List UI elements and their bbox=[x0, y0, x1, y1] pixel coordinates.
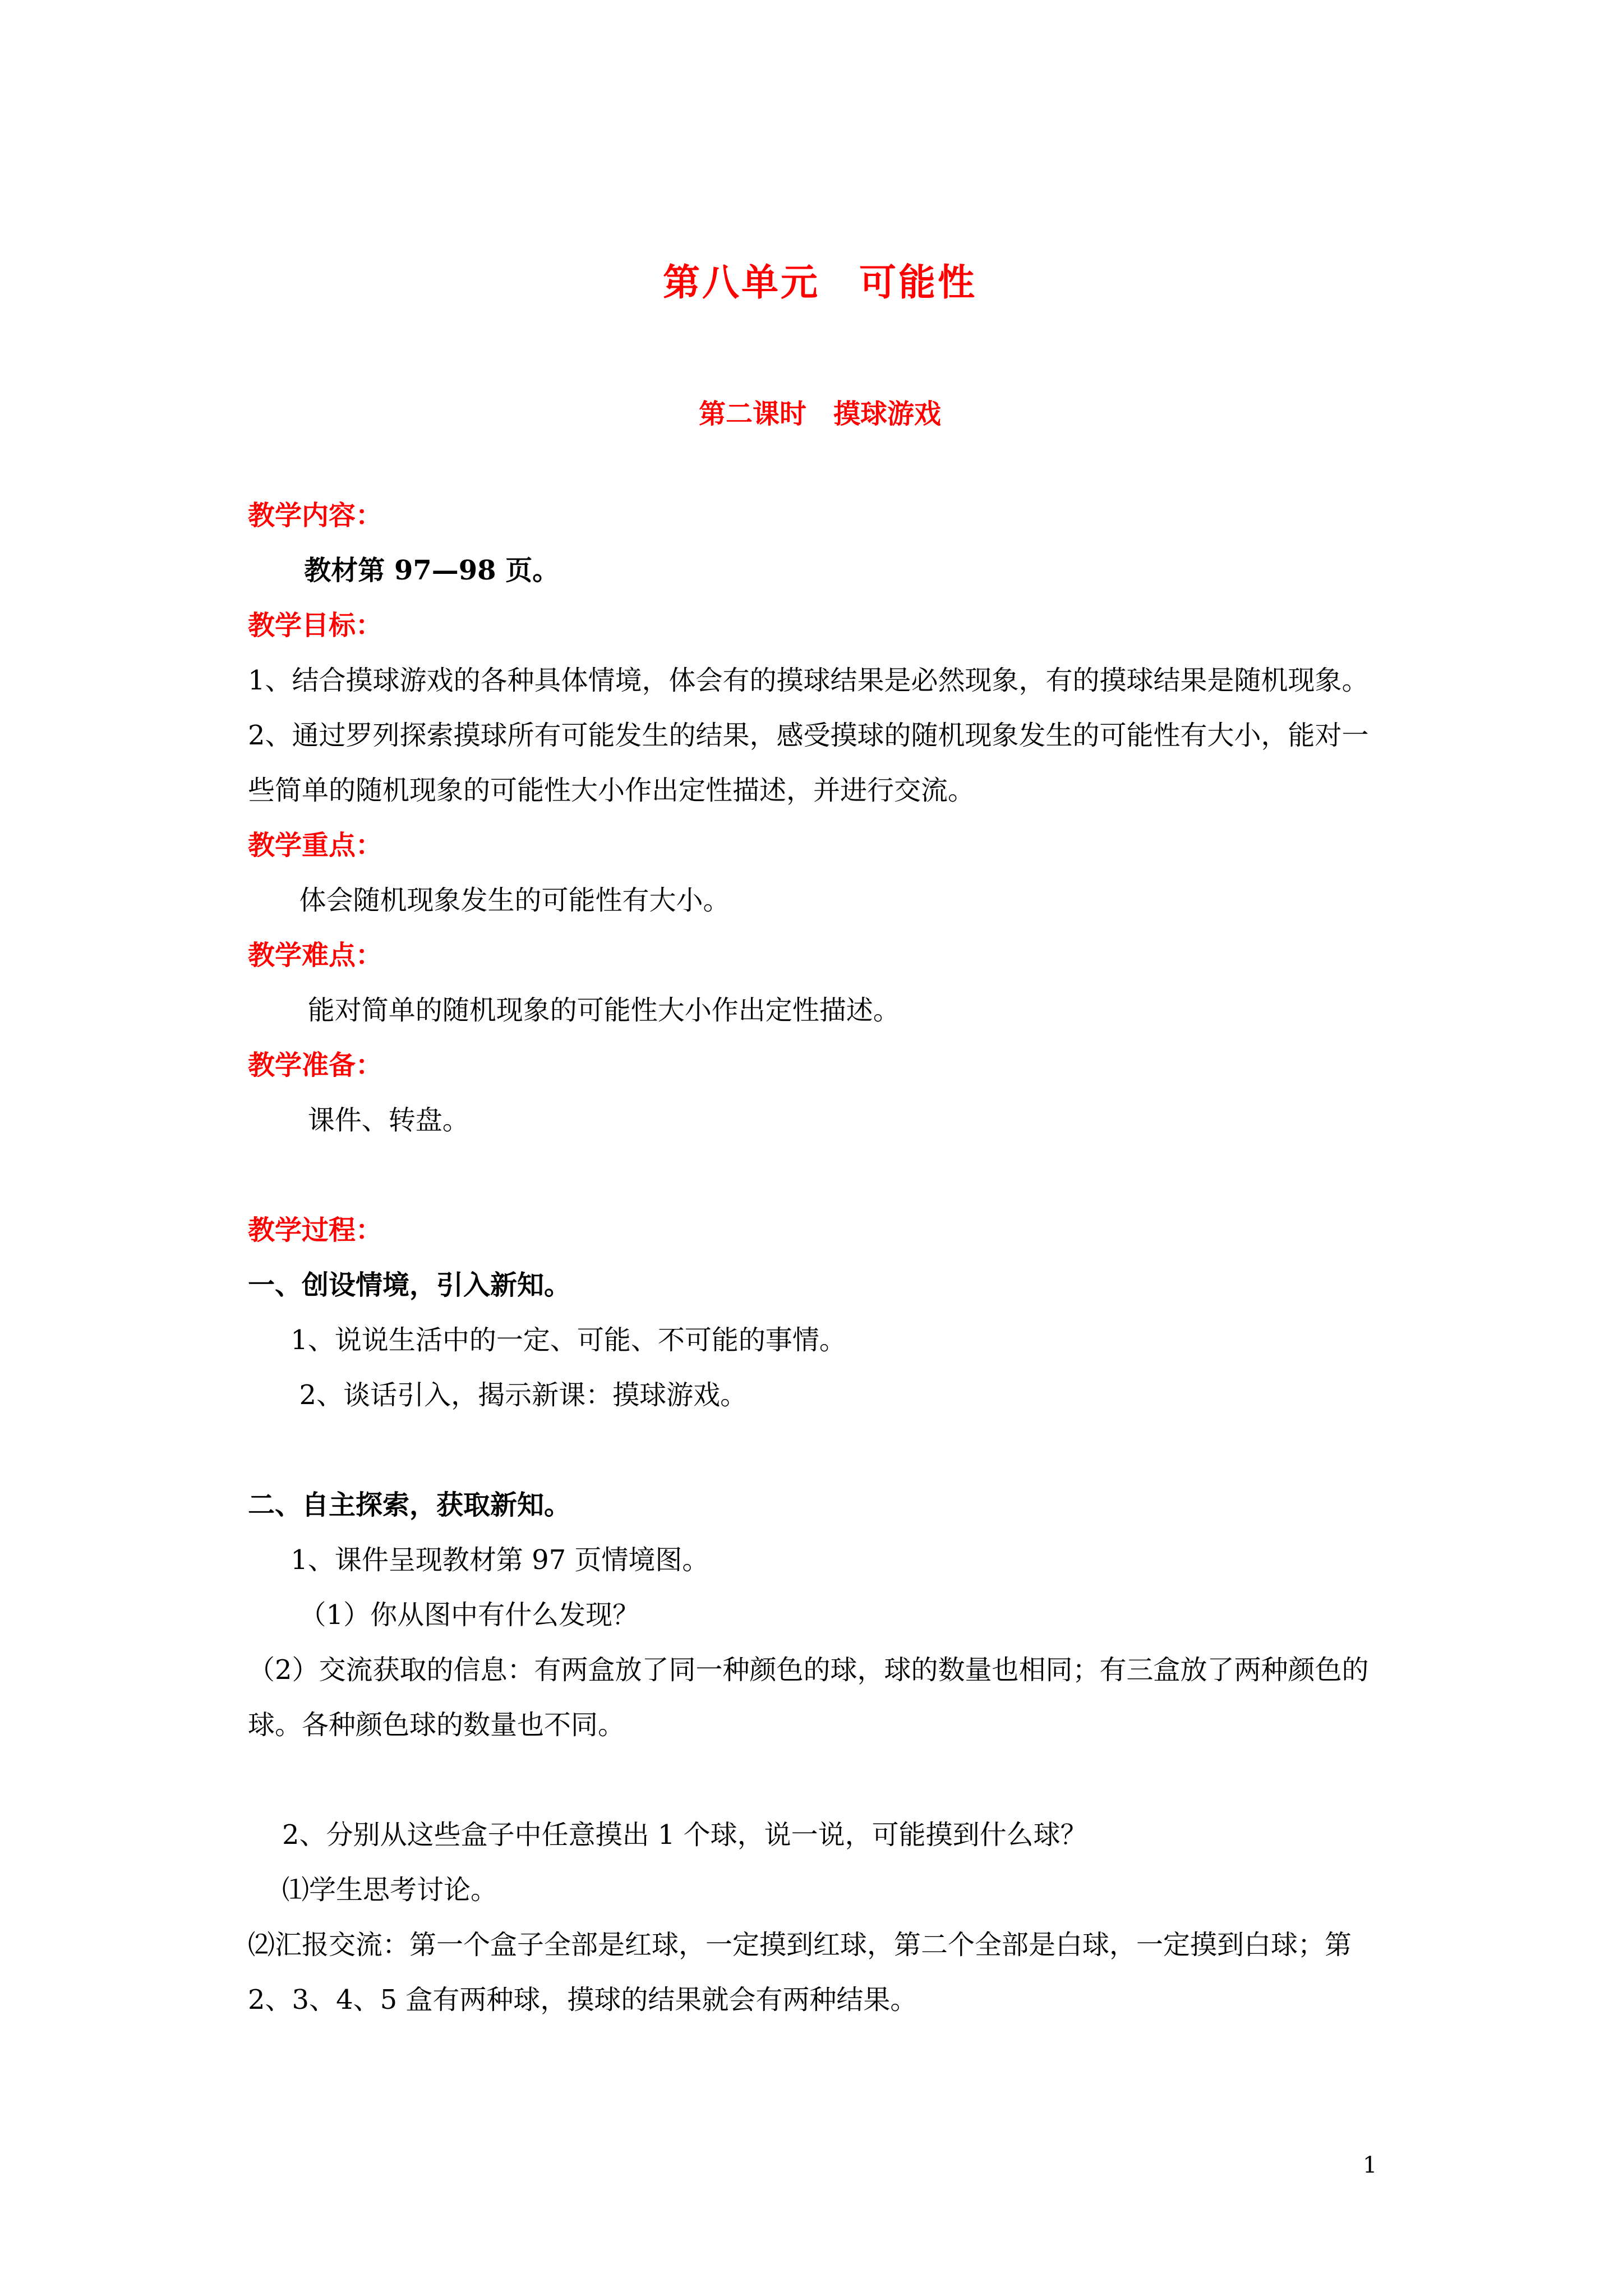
goal-2: 2、通过罗列探索摸球所有可能发生的结果，感受摸球的随机现象发生的可能性有大小，能对一些简单的随机现象的可能性大小作出定性描述，并进行交流。 bbox=[248, 720, 1369, 806]
preparation-text: 课件、转盘。 bbox=[248, 1105, 469, 1136]
goals-heading: 教学目标： bbox=[248, 610, 383, 641]
step-1-item-2: 2、谈话引入，揭示新课：摸球游戏。 bbox=[248, 1379, 748, 1411]
preparation-heading: 教学准备： bbox=[248, 1050, 383, 1081]
process-heading: 教学过程： bbox=[248, 1214, 383, 1246]
document-title: 第八单元 可能性 bbox=[663, 260, 977, 304]
difficulty-heading: 教学难点： bbox=[248, 940, 383, 971]
step-2-item-1-question-1: （1）你从图中有什么发现？ bbox=[248, 1599, 640, 1631]
document-body bbox=[248, 260, 1392, 2027]
spacer bbox=[248, 1423, 1392, 1478]
goal-1: 1、结合摸球游戏的各种具体情境，体会有的摸球结果是必然现象，有的摸球结果是随机现象。 bbox=[248, 665, 1369, 696]
content-text: 教材第 97—98 页。 bbox=[248, 555, 560, 586]
step-2-heading: 二、自主探索，获取新知。 bbox=[248, 1489, 571, 1521]
step-2-item-1: 1、课件呈现教材第 97 页情境图。 bbox=[248, 1544, 709, 1576]
difficulty-text: 能对简单的随机现象的可能性大小作出定性描述。 bbox=[248, 995, 900, 1026]
page-number: 1 bbox=[1363, 2152, 1377, 2178]
step-2-item-2-point-1: ⑴学生思考讨论。 bbox=[248, 1874, 498, 1906]
step-1-item-1: 1、说说生活中的一定、可能、不可能的事情。 bbox=[248, 1324, 846, 1356]
step-1-heading: 一、创设情境，引入新知。 bbox=[248, 1269, 571, 1301]
spacer bbox=[248, 1752, 1392, 1807]
content-heading: 教学内容： bbox=[248, 500, 383, 531]
step-2-item-1-question-2: （2）交流获取的信息：有两盒放了同一种颜色的球，球的数量也相同；有三盒放了两种颜色的球。各种颜色球的数量也不同。 bbox=[248, 1654, 1369, 1741]
key-point-text: 体会随机现象发生的可能性有大小。 bbox=[248, 885, 730, 916]
step-2-item-2: 2、分别从这些盒子中任意摸出 1 个球，说一说，可能摸到什么球？ bbox=[248, 1819, 1087, 1851]
key-point-heading: 教学重点： bbox=[248, 830, 383, 861]
spacer bbox=[248, 1148, 1392, 1203]
step-2-item-2-point-2: ⑵汇报交流：第一个盒子全部是红球，一定摸到红球，第二个全部是白球，一定摸到白球；第 2、3、4、5 盒有两种球，摸球的结果就会有两种结果。 bbox=[248, 1929, 1352, 2016]
lesson-subtitle: 第二课时 摸球游戏 bbox=[698, 398, 941, 430]
